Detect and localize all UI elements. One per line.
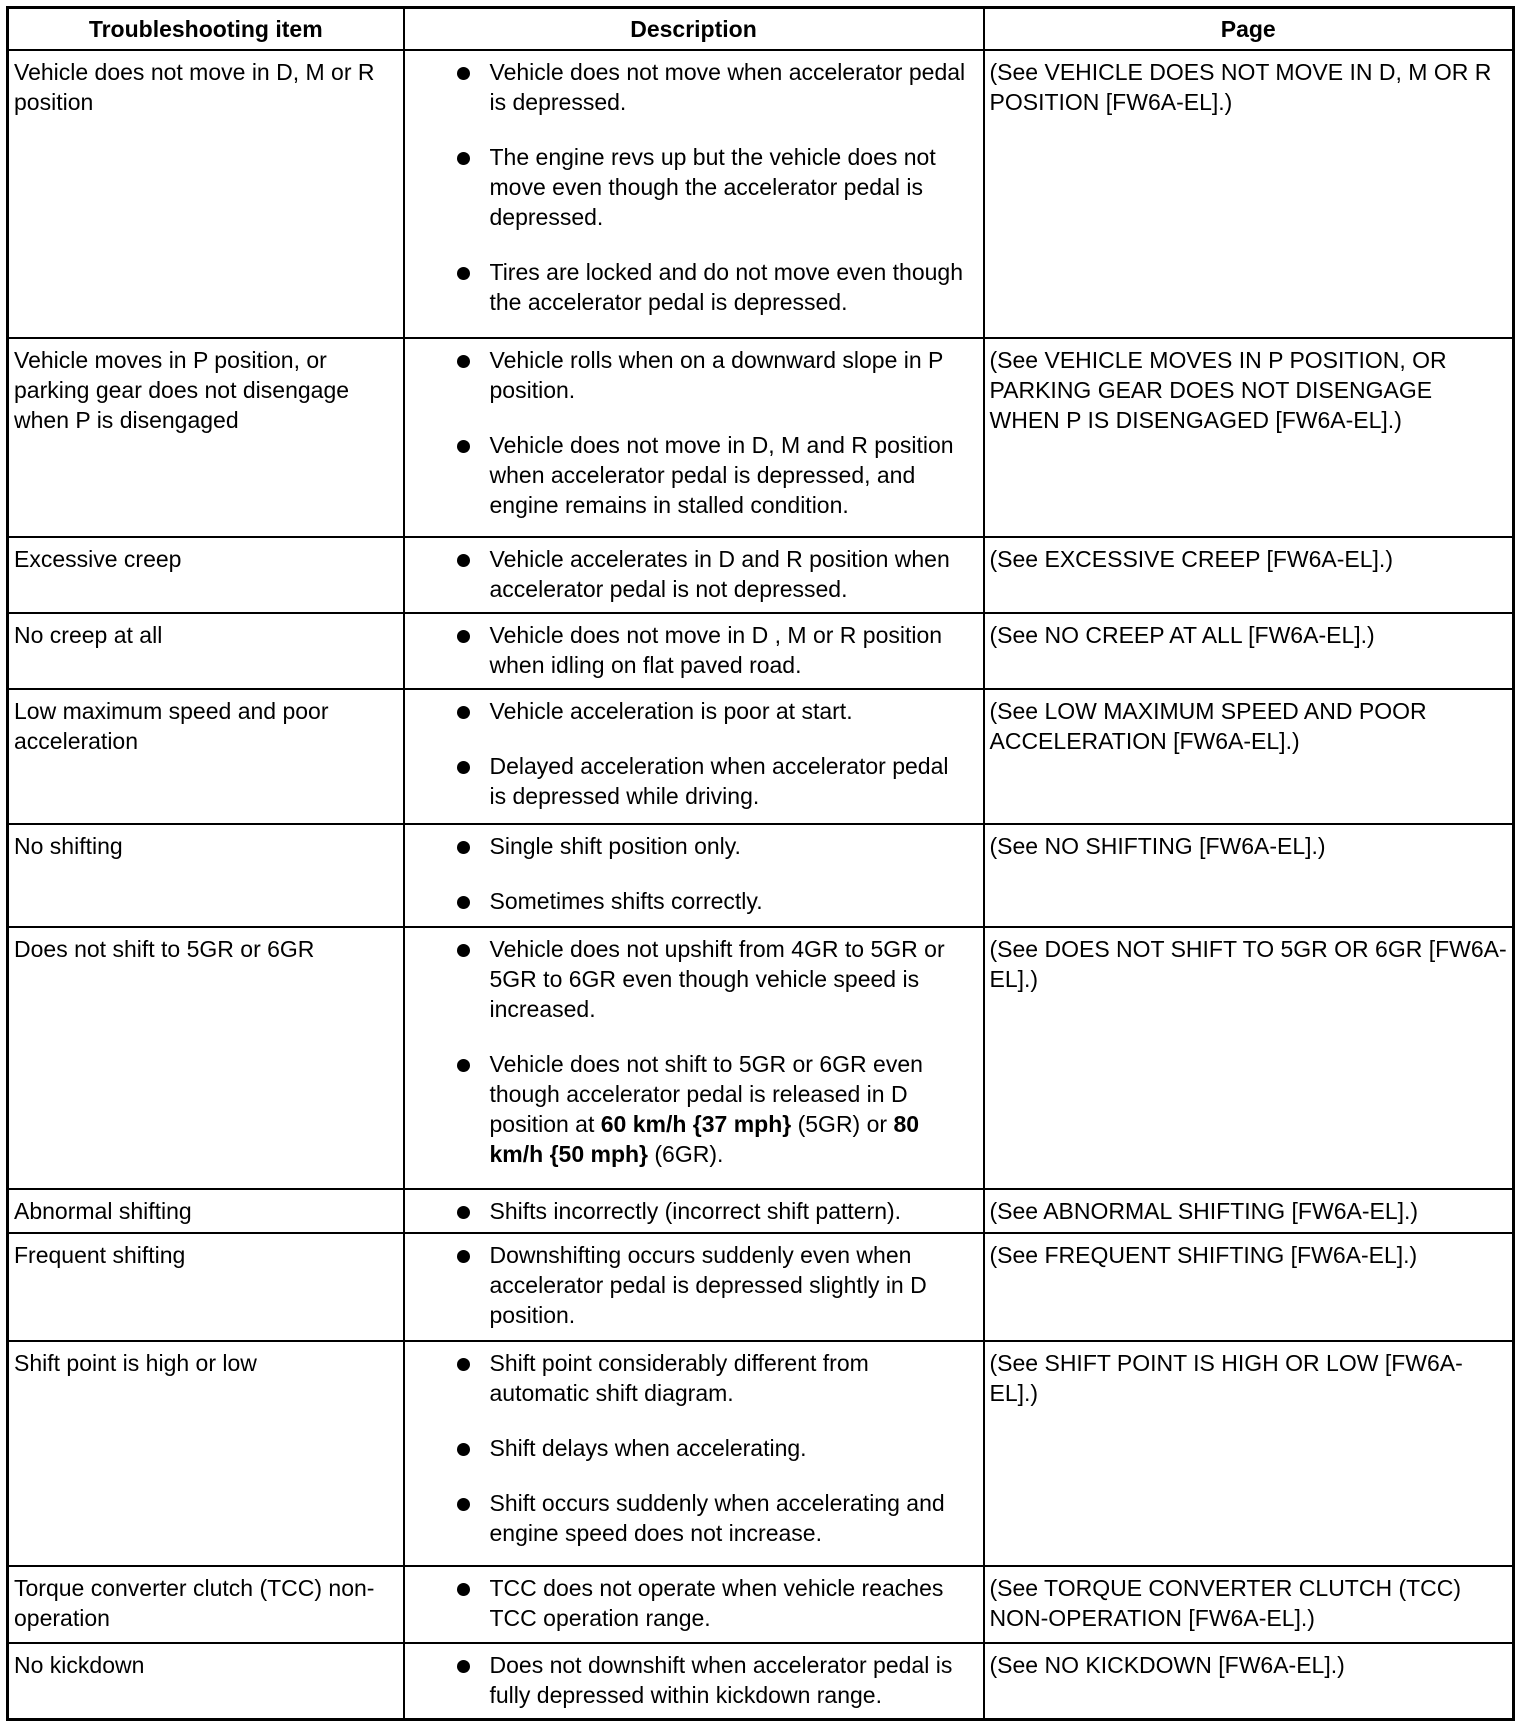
page-reference-link[interactable]: (See FREQUENT SHIFTING [FW6A-EL].) <box>984 1233 1514 1341</box>
bullet-icon <box>457 1660 470 1673</box>
description-text: Sometimes shifts correctly. <box>489 888 763 915</box>
description-text-part: (5GR) or <box>791 1110 894 1137</box>
troubleshooting-page <box>6 6 1512 1721</box>
description-text: Vehicle accelerates in D and R position when accelerator pedal is not depressed. <box>489 545 950 602</box>
page-reference-link[interactable]: (See TORQUE CONVERTER CLUTCH (TCC) NON-OPERATION [FW6A-EL].) <box>984 1566 1514 1642</box>
description-bullet <box>410 1049 979 1169</box>
description-cell <box>404 824 984 927</box>
page-reference-link[interactable]: (See EXCESSIVE CREEP [FW6A-EL].) <box>984 537 1514 613</box>
description-cell <box>404 1341 984 1566</box>
bullet-icon <box>457 152 470 165</box>
page-reference-link[interactable]: (See NO KICKDOWN [FW6A-EL].) <box>984 1643 1514 1720</box>
description-cell <box>404 1643 984 1720</box>
header-description: Description <box>404 8 984 51</box>
bullet-icon <box>457 1358 470 1371</box>
description-cell <box>404 50 984 338</box>
description-text: Single shift position only. <box>489 833 741 860</box>
page-reference-link[interactable]: (See VEHICLE DOES NOT MOVE IN D, M OR R POSITION [FW6A-EL].) <box>984 50 1514 338</box>
description-text: Vehicle does not upshift from 4GR to 5GR or 5GR to 6GR even though vehicle speed is increased. <box>489 935 945 1022</box>
troubleshooting-item-cell: Does not shift to 5GR or 6GR <box>8 927 404 1189</box>
description-bullet <box>410 57 979 117</box>
description-bullet <box>410 620 979 680</box>
description-text: Downshifting occurs suddenly even when accelerator pedal is depressed slightly in D position. <box>489 1242 927 1329</box>
description-text: Vehicle does not move in D , M or R position when idling on flat paved road. <box>489 622 943 679</box>
header-troubleshooting-item: Troubleshooting item <box>8 8 404 51</box>
bullet-icon <box>457 630 470 643</box>
table-row <box>8 1341 1514 1566</box>
description-cell <box>404 689 984 824</box>
table-row <box>8 1566 1514 1642</box>
troubleshooting-item-cell: Shift point is high or low <box>8 1341 404 1566</box>
page-reference-link[interactable]: (See NO CREEP AT ALL [FW6A-EL].) <box>984 613 1514 689</box>
page-reference-link[interactable]: (See ABNORMAL SHIFTING [FW6A-EL].) <box>984 1189 1514 1234</box>
description-text: Shift point considerably different from automatic shift diagram. <box>489 1350 869 1407</box>
bullet-icon <box>457 1583 470 1596</box>
bullet-icon <box>457 944 470 957</box>
bullet-icon <box>457 1498 470 1511</box>
description-bullet <box>410 1348 979 1408</box>
description-text: The engine revs up but the vehicle does not move even though the accelerator pedal is depressed. <box>489 144 936 230</box>
description-text: Vehicle acceleration is poor at start. <box>489 698 853 725</box>
description-text-part: (6GR). <box>648 1140 724 1167</box>
description-bullet <box>410 257 979 317</box>
description-bullet <box>410 1488 979 1548</box>
table-row <box>8 689 1514 824</box>
troubleshooting-item-cell: Excessive creep <box>8 537 404 613</box>
description-text: TCC does not operate when vehicle reaches TCC operation range. <box>489 1575 944 1632</box>
description-bullet <box>410 544 979 604</box>
page-reference-link[interactable]: (See LOW MAXIMUM SPEED AND POOR ACCELERATION [FW6A-EL].) <box>984 689 1514 824</box>
bullet-icon <box>457 1206 470 1219</box>
bullet-icon <box>457 440 470 453</box>
description-bullet <box>410 1196 979 1226</box>
page-reference-link[interactable]: (See VEHICLE MOVES IN P POSITION, OR PARKING GEAR DOES NOT DISENGAGE WHEN P IS DISENGAGED [FW6A-EL].) <box>984 338 1514 536</box>
bullet-icon <box>457 896 470 909</box>
table-row <box>8 1189 1514 1234</box>
speed-6gr-value: 80 km/h {50 mph} <box>489 1110 920 1167</box>
table-row <box>8 1643 1514 1720</box>
description-text: Vehicle does not move in D, M and R position when accelerator pedal is depressed, and engine remains in stalled condition. <box>489 432 954 519</box>
description-cell <box>404 1233 984 1341</box>
description-cell <box>404 537 984 613</box>
description-bullet <box>410 1240 979 1330</box>
description-cell <box>404 613 984 689</box>
bullet-icon <box>457 355 470 368</box>
troubleshooting-item-cell: Low maximum speed and poor acceleration <box>8 689 404 824</box>
troubleshooting-item-cell: Frequent shifting <box>8 1233 404 1341</box>
bullet-icon <box>457 1250 470 1263</box>
troubleshooting-item-cell: Torque converter clutch (TCC) non-operation <box>8 1566 404 1642</box>
description-cell <box>404 1189 984 1234</box>
bullet-icon <box>457 706 470 719</box>
description-bullet <box>410 1573 979 1633</box>
bullet-icon <box>457 761 470 774</box>
table-row <box>8 927 1514 1189</box>
page-reference-link[interactable]: (See SHIFT POINT IS HIGH OR LOW [FW6A-EL].) <box>984 1341 1514 1566</box>
description-bullet <box>410 751 979 811</box>
header-page: Page <box>984 8 1514 51</box>
description-bullet <box>410 430 979 520</box>
page-reference-link[interactable]: (See DOES NOT SHIFT TO 5GR OR 6GR [FW6A-EL].) <box>984 927 1514 1189</box>
table-row <box>8 338 1514 536</box>
troubleshooting-item-cell: No creep at all <box>8 613 404 689</box>
bullet-icon <box>457 554 470 567</box>
troubleshooting-item-cell: No kickdown <box>8 1643 404 1720</box>
description-bullet <box>410 1650 979 1710</box>
bullet-icon <box>457 841 470 854</box>
page-reference-link[interactable]: (See NO SHIFTING [FW6A-EL].) <box>984 824 1514 927</box>
description-cell <box>404 1566 984 1642</box>
description-text-part: Vehicle does not shift to 5GR or 6GR even though accelerator pedal is released in D position at <box>489 1050 923 1137</box>
bullet-icon <box>457 1059 470 1072</box>
description-bullet <box>410 831 979 861</box>
description-text: Delayed acceleration when accelerator pedal is depressed while driving. <box>489 753 949 810</box>
description-text: Shifts incorrectly (incorrect shift pattern). <box>489 1197 902 1224</box>
description-text: Tires are locked and do not move even though the accelerator pedal is depressed. <box>489 259 963 315</box>
table-row <box>8 537 1514 613</box>
description-text: Shift occurs suddenly when accelerating and engine speed does not increase. <box>489 1490 945 1547</box>
description-cell <box>404 338 984 536</box>
description-bullet <box>410 1433 979 1463</box>
description-text: Vehicle rolls when on a downward slope in P position. <box>489 347 943 404</box>
description-bullet <box>410 345 979 405</box>
description-bullet <box>410 142 979 232</box>
table-row <box>8 1233 1514 1341</box>
troubleshooting-table <box>6 6 1515 1721</box>
troubleshooting-item-cell: Abnormal shifting <box>8 1189 404 1234</box>
speed-5gr-value: 60 km/h {37 mph} <box>600 1110 792 1137</box>
bullet-icon <box>457 1443 470 1456</box>
troubleshooting-item-cell: No shifting <box>8 824 404 927</box>
troubleshooting-item-cell: Vehicle does not move in D, M or R position <box>8 50 404 338</box>
bullet-icon <box>457 67 470 80</box>
description-bullet <box>410 934 979 1024</box>
table-row <box>8 50 1514 338</box>
table-row <box>8 824 1514 927</box>
table-header-row <box>8 8 1514 51</box>
description-text: Vehicle does not move when accelerator pedal is depressed. <box>489 59 966 115</box>
description-bullet <box>410 886 979 916</box>
description-bullet <box>410 696 979 726</box>
description-text: Does not downshift when accelerator pedal is fully depressed within kickdown range. <box>489 1651 953 1708</box>
table-row <box>8 613 1514 689</box>
bullet-icon <box>457 267 470 280</box>
description-text <box>490 1051 923 1167</box>
description-text: Shift delays when accelerating. <box>489 1435 807 1462</box>
description-cell <box>404 927 984 1189</box>
troubleshooting-item-cell: Vehicle moves in P position, or parking gear does not disengage when P is disengaged <box>8 338 404 536</box>
